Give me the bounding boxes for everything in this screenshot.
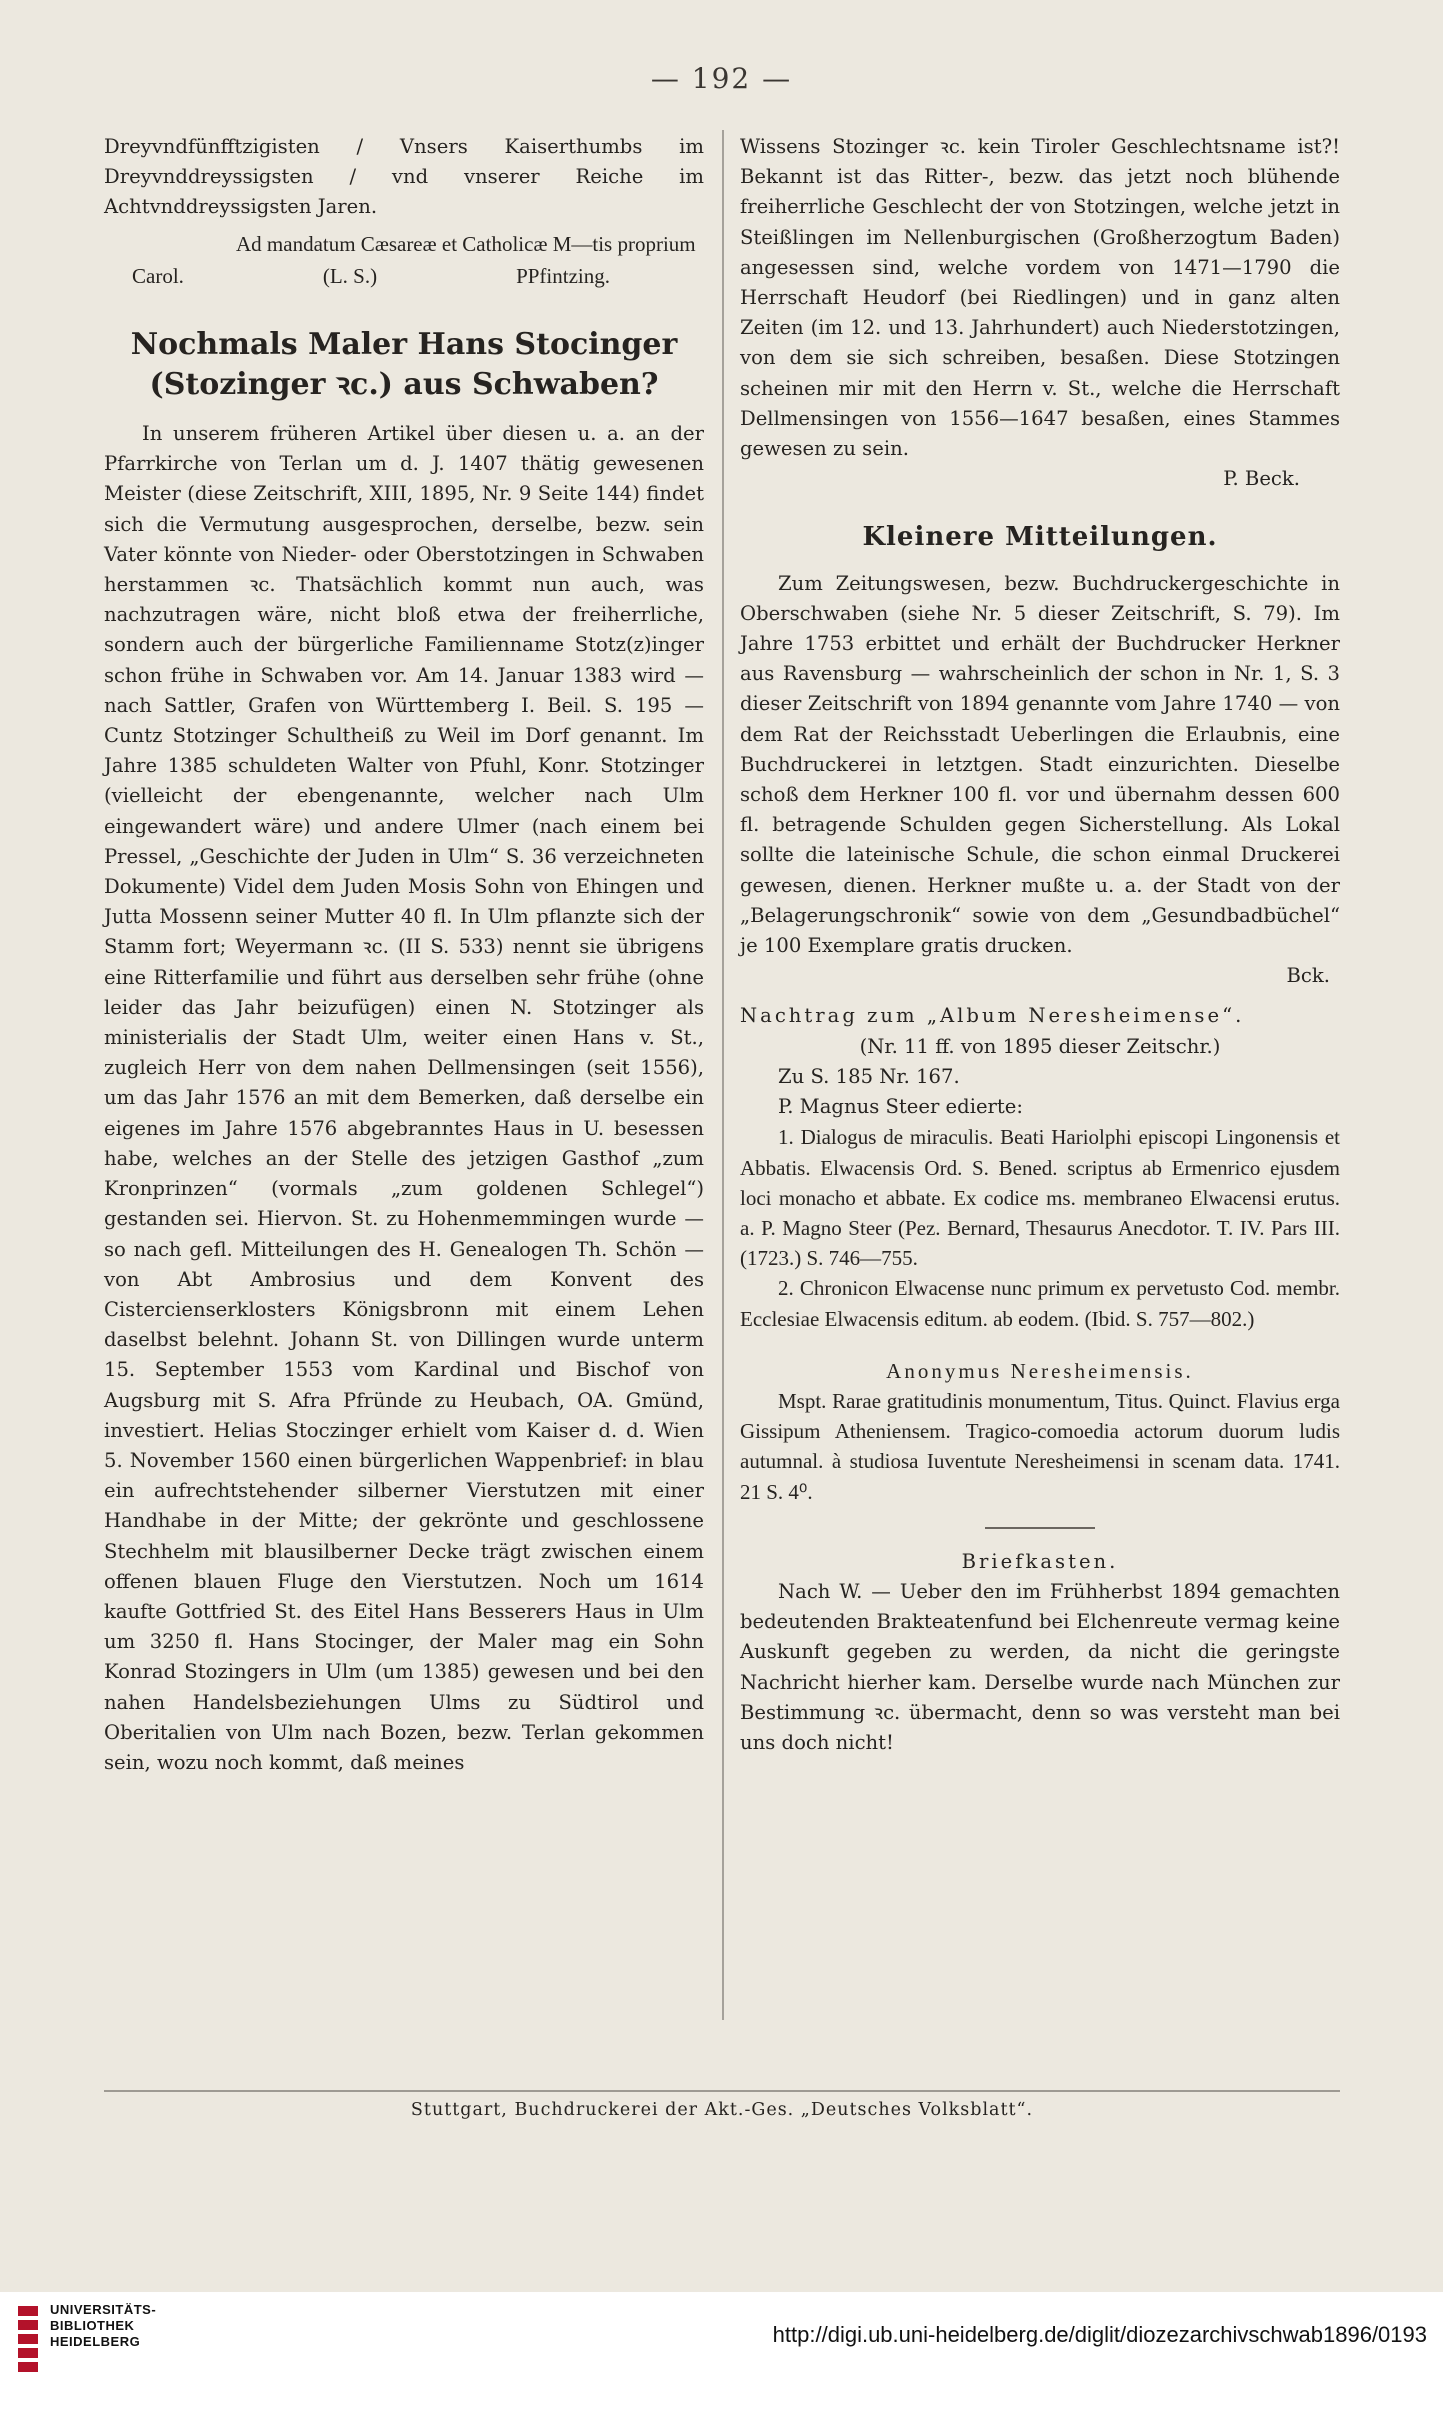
signature-carol: Carol. xyxy=(132,263,184,288)
logo-bar-4 xyxy=(18,2348,38,2358)
signature-seal: (L. S.) xyxy=(322,263,378,288)
section-heading: Kleinere Mitteilungen. xyxy=(862,522,1218,553)
page-reference: Zu S. 185 Nr. 167. xyxy=(778,1064,960,1088)
section-rule xyxy=(985,1527,1095,1529)
document-url-link[interactable]: http://digi.ub.uni-heidelberg.de/diglit/diozezarchivschwab1896/0193 xyxy=(772,2322,1427,2347)
briefkasten-note: Nach W. — Ueber den im Frühherbst 1894 gemachten bedeutenden Brakteatenfund bei Elchenreute vermag keine Auskunft gegeben zu werden, da nicht die geringste Nachricht hierher kam. Derselbe wurde nach München zur Bestimmung ꝛc. übermacht, denn so was versteht man bei uns doch nicht! xyxy=(740,1579,1340,1754)
library-name-line-2: BIBLIOTHEK xyxy=(50,2318,135,2333)
logo-bar-3 xyxy=(18,2334,38,2344)
editor-line: P. Magnus Steer edierte: xyxy=(778,1095,1023,1119)
nachtrag-reference: (Nr. 11 ff. von 1895 dieser Zeitschr.) xyxy=(859,1034,1221,1058)
logo-bar-1 xyxy=(18,2306,38,2316)
manuscript-entry: Mspt. Rarae gratitudinis monumentum, Titus. Quinct. Flavius erga Gissipum Atheniensem. Tragico-comoedia actorum duorum ludis autumnal. à studiosa Iuventute Neresheimensi in scenam data. 1741. 21 S. 4⁰. xyxy=(740,1388,1340,1504)
left-column xyxy=(104,132,704,1778)
logo-bar-2 xyxy=(18,2320,38,2330)
page-number: — 192 — xyxy=(650,62,793,95)
library-name-line-3: HEIDELBERG xyxy=(50,2334,141,2349)
anonymus-heading: Anonymus Neresheimensis. xyxy=(886,1358,1194,1383)
mandate-text: Ad mandatum Cæsareæ et Catholicæ M—tis proprium xyxy=(236,231,696,256)
note-signature: Bck. xyxy=(1286,964,1330,988)
list-item-chronicon: 2. Chronicon Elwacense nunc primum ex pervetusto Cod. membr. Ecclesiae Elwacensis editum. ab eodem. (Ibid. S. 757—802.) xyxy=(740,1276,1340,1331)
library-bar xyxy=(0,2292,1443,2410)
printer-footer: Stuttgart, Buchdruckerei der Akt.-Ges. „Deutsches Volksblatt“. xyxy=(410,2100,1034,2120)
right-column xyxy=(740,132,1340,1758)
library-name xyxy=(50,2302,156,2350)
library-name-line-1: UNIVERSITÄTS- xyxy=(50,2302,157,2317)
nachtrag-title: Nachtrag zum „Album Neresheimense“. xyxy=(740,1004,1245,1028)
column-divider xyxy=(722,130,724,2020)
signature-row xyxy=(104,261,704,291)
zeitungswesen-note: Zum Zeitungswesen, bezw. Buchdruckergeschichte in Oberschwaben (siehe Nr. 5 dieser Zeitschrift, S. 79). Im Jahre 1753 erbittet und erhält der Buchdrucker Herkner aus Ravensburg — wahrscheinlich der schon in Nr. 1, S. 3 dieser Zeitschrift von 1894 genannte vom Jahre 1740 — von dem Rat der Reichsstadt Ueberlingen die Erlaubnis, eine Buchdruckerei in letztgen. Stadt einzurichten. Dieselbe schoß dem Herkner 100 fl. vor und übernahm dessen 600 fl. betragende Schulden gegen Sicherstellung. Als Lokal sollte die lateinische Schule, die schon einmal Druckerei gewesen, dienen. Herkner mußte u. a. der Stadt von der „Belagerungschronik“ sowie von dem „Gesundbadbüchel“ je 100 Exemplare gratis drucken. xyxy=(740,571,1340,958)
logo-bar-5 xyxy=(18,2362,38,2372)
signature-pfintzing: PPfintzing. xyxy=(516,263,610,288)
article-signature: P. Beck. xyxy=(1223,467,1300,491)
decree-ending: Dreyvndfünfftzigisten / Vnsers Kaiserthumbs im Dreyvnddreyssigsten / vnd vnserer Reiche im Achtvnddreyssigsten Jaren. xyxy=(104,135,704,219)
library-logo-icon xyxy=(16,2304,40,2384)
footer-rule xyxy=(104,2090,1340,2092)
article-continuation: Wissens Stozinger ꝛc. kein Tiroler Geschlechtsname ist?! Bekannt ist das Ritter-, bezw. das jetzt noch blühende freiherrliche Geschlecht der von Stotzingen, welche jetzt in Steißlingen im Nellenburgischen (Großherzogtum Baden) angesessen sind, welche vordem von 1471—1790 die Herrschaft Heudorf (bei Riedlingen) und in ganz alten Zeiten (im 12. und 13. Jahrhundert) auch Niederstotzingen, von dem sie sich schreiben, besaßen. Diese Stotzingen scheinen mir mit den Herrn v. St., welche die Herrschaft Dellmensingen von 1556—1647 besaßen, eines Stammes gewesen zu sein. xyxy=(740,135,1340,461)
article-heading: Nochmals Maler Hans Stocinger (Stozinger ꝛc.) aus Schwaben? xyxy=(130,327,678,403)
briefkasten-heading: Briefkasten. xyxy=(961,1549,1119,1573)
list-item-dialogus: 1. Dialogus de miraculis. Beati Hariolphi episcopi Lingonensis et Abbatis. Elwacensis Ord. S. Bened. scriptus ab Ermenrico ejusdem loci monacho et abbate. Ex codice ms. membraneo Elwacensi erutus. a. P. Magno Steer (Pez. Bernard, Thesaurus Anecdotor. T. IV. Pars III. (1723.) S. 746—755. xyxy=(740,1125,1340,1271)
article-body: In unserem früheren Artikel über diesen u. a. an der Pfarrkirche von Terlan um d. J. 1407 thätig gewesenen Meister (diese Zeitschrift, XIII, 1895, Nr. 9 Seite 144) findet sich die Vermutung ausgesprochen, derselbe, bezw. sein Vater könnte von Nieder- oder Oberstotzingen in Schwaben herstammen ꝛc. Thatsächlich kommt nun auch, was nachzutragen wäre, nicht bloß etwa der freiherrliche, sondern auch der bürgerliche Familienname Stotz(z)inger schon frühe in Schwaben vor. Am 14. Januar 1383 wird — nach Sattler, Grafen von Württemberg I. Beil. S. 195 — Cuntz Stotzinger Schultheiß zu Weil im Dorf genannt. Im Jahre 1385 schuldeten Walter von Pfuhl, Konr. Stotzinger (vielleicht der ebengenannte, welcher nach Ulm eingewandert wäre) und andere Ulmer (nach einem bei Pressel, „Geschichte der Juden in Ulm“ S. 36 verzeichneten Dokumente) Videl dem Juden Mosis Sohn von Ehingen und Jutta Mossenn seiner Mutter 40 fl. In Ulm pflanzte sich der Stamm fort; Weyermann ꝛc. (II S. 533) nennt sie übrigens eine Ritterfamilie und führt aus derselben sehr frühe (ohne leider das Jahr beizufügen) einen N. Stotzinger als ministerialis der Stadt Ulm, weiter einen Hans v. St., zugleich Herr von dem nahen Dellmensingen (seit 1556), um das Jahr 1576 an mit dem Bemerken, daß derselbe ein eigenes im Jahre 1576 abgebranntes Haus in U. besessen habe, welches an der Stelle des jetzigen Gasthof „zum Kronprinzen“ (vormals „zum goldenen Schlegel“) gestanden sei. Hiervon. St. zu Hohenmemmingen wurde — so nach gefl. Mitteilungen des H. Genealogen Th. Schön — von Abt Ambrosius und dem Konvent des Cistercienserklosters Königsbronn mit einem Lehen daselbst belehnt. Johann St. von Dillingen wurde unterm 15. September 1553 vom Kardinal und Bischof von Augsburg mit S. Afra Pfründe zu Heubach, OA. Gmünd, investiert. Helias Stoczinger erhielt vom Kaiser d. d. Wien 5. November 1560 einen bürgerlichen Wappenbrief: in blau ein aufrechtstehender silberner Vierstutzen mit einer Handhabe in der Mitte; der gekrönte und geschlossene Stechhelm mit blausilberner Decke trägt zwischen einem offenen blauen Fluge den Vierstutzen. Noch um 1614 kaufte Gottfried St. des Eitel Hans Besserers Haus in Ulm um 3250 fl. Hans Stocinger, der Maler mag ein Sohn Konrad Stozingers in Ulm (um 1385) gewesen und bei den nahen Handelsbeziehungen Ulms zu Südtirol und Oberitalien von Ulm nach Bozen, bezw. Terlan gekommen sein, wozu noch kommt, daß meines xyxy=(104,422,704,1774)
